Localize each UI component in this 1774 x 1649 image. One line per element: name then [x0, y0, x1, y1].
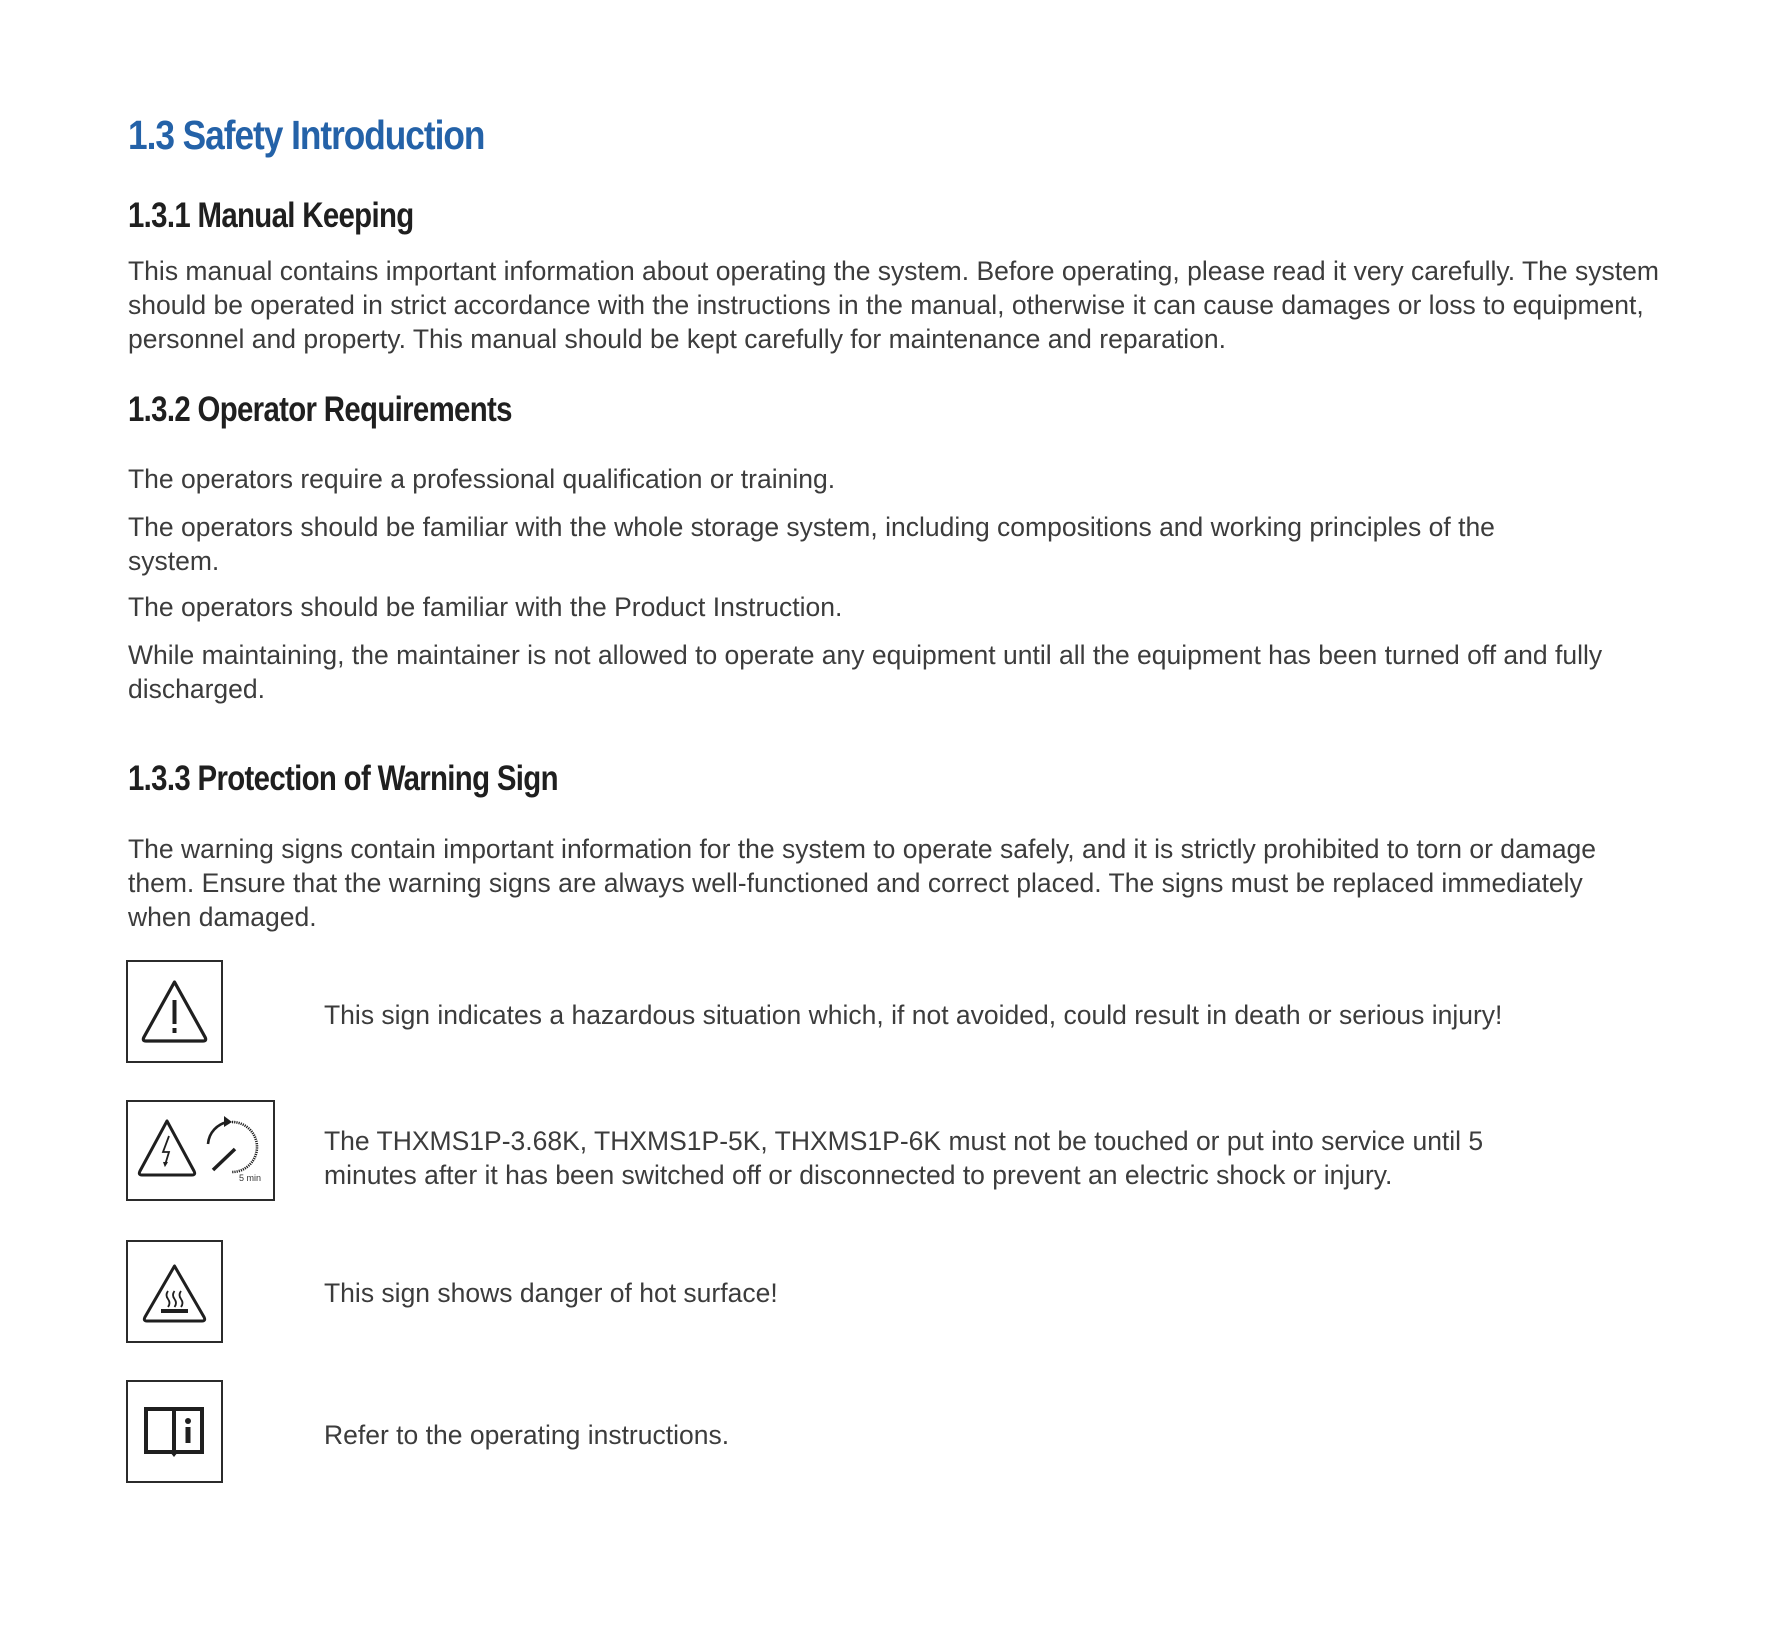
hot-surface-sign-box: [126, 1240, 223, 1343]
sign-description: This sign indicates a hazardous situation which, if not avoided, could result in death or serious injury!: [324, 1000, 1503, 1030]
operator-requirement-item: The operators should be familiar with the Product Instruction.: [128, 592, 843, 622]
warning-triangle-icon: [128, 962, 221, 1061]
heading-manual-keeping: 1.3.1 Manual Keeping: [128, 196, 414, 235]
warning-sign-box: [126, 960, 223, 1063]
sign-description: Refer to the operating instructions.: [324, 1420, 730, 1450]
hot-surface-icon: [128, 1242, 221, 1341]
section-title: 1.3 Safety Introduction: [128, 112, 485, 158]
heading-operator-requirements: 1.3.2 Operator Requirements: [128, 390, 512, 429]
operator-requirement-item: The operators require a professional qualification or training.: [128, 464, 836, 494]
manual-keeping-text: This manual contains important information about operating the system. Before operating, please read it very carefully. The system should be operated in strict accordance with the instructions in the manual, otherwise it can cause damages or loss to equipment, personnel and property. This manual should be kept carefully for maintenance and reparation.: [128, 256, 1659, 354]
warning-signs-text: The warning signs contain important information for the system to operate safely, and it is strictly prohibited to torn or damage them. Ensure that the warning signs are always well-functioned and correct placed. The signs must be replaced immediately when damaged.: [128, 834, 1597, 932]
timer-label: 5 min: [238, 1173, 262, 1183]
operating-instructions-icon: [128, 1382, 221, 1481]
operating-instructions-sign-box: [126, 1380, 223, 1483]
operator-requirement-item: While maintaining, the maintainer is not allowed to operate any equipment until all the equipment has been turned off and fully discharged.: [128, 640, 1603, 704]
sign-description: This sign shows danger of hot surface!: [324, 1278, 778, 1308]
operator-requirement-item: The operators should be familiar with the whole storage system, including compositions and working principles of the system.: [128, 512, 1495, 576]
sign-description: The THXMS1P-3.68K, THXMS1P-5K, THXMS1P-6K must not be touched or put into service until 5 minutes after it has been switched off or disconnected to prevent an electric shock or injury.: [324, 1126, 1484, 1190]
electric-shock-timer-icon: [128, 1102, 273, 1199]
electric-shock-sign-box: [126, 1100, 275, 1201]
heading-warning-sign: 1.3.3 Protection of Warning Sign: [128, 759, 558, 798]
